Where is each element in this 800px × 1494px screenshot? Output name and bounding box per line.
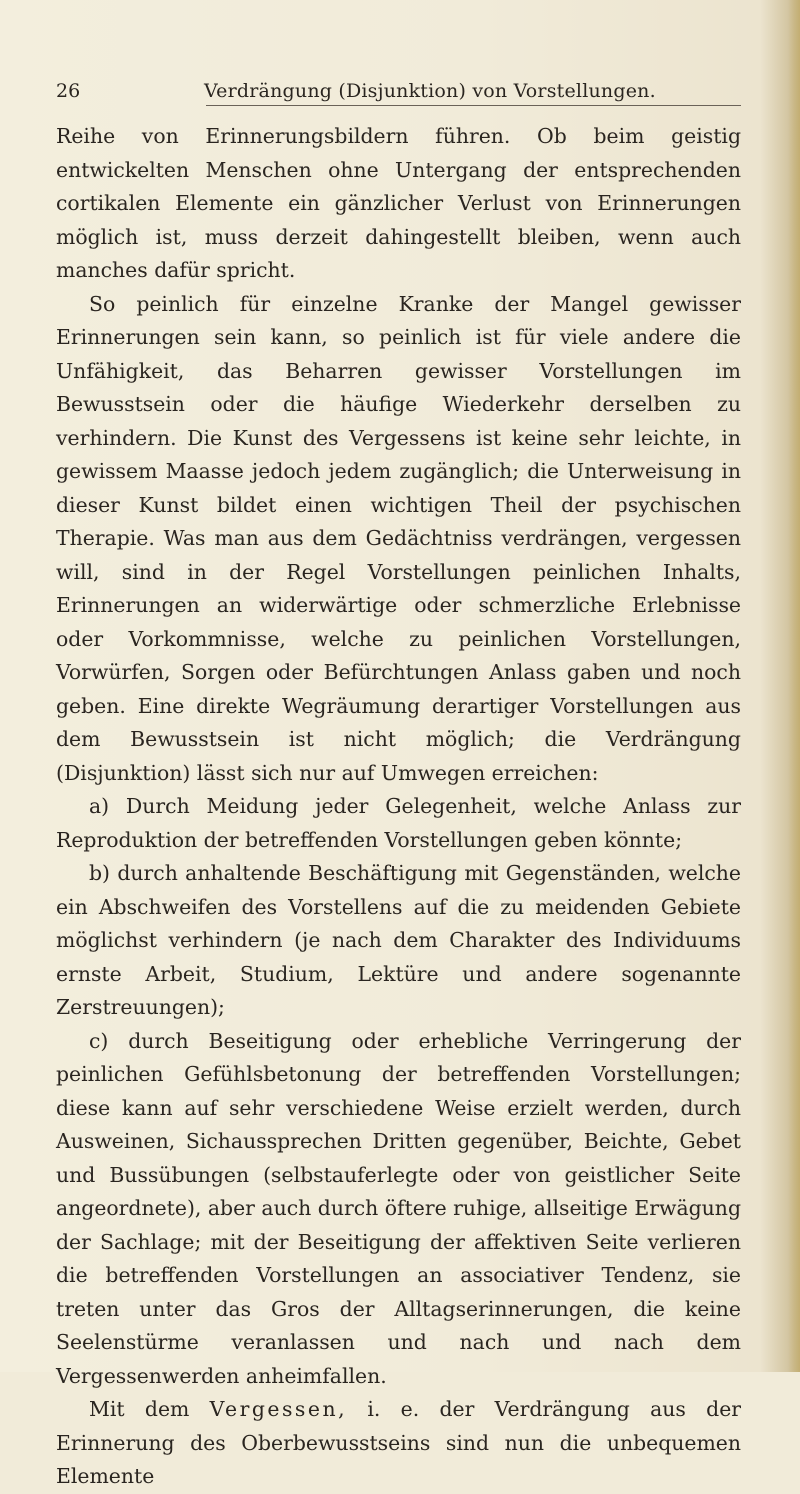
running-head: Verdrängung (Disjunktion) von Vorstellungen. (204, 80, 656, 102)
list-item-a: a) Durch Meidung jeder Gelegenheit, welche Anlass zur Reproduktion der betreffenden Vorstellungen geben könnte; (56, 794, 741, 852)
paragraph-final (56, 1393, 741, 1494)
list-item-c: c) durch Beseitigung oder erhebliche Verringerung der peinlichen Gefühlsbetonung der betreffenden Vorstellungen; diese kann auf sehr verschiedene Weise erzielt werden, durch Ausweinen, Sichaussprechen Dritten gegenüber, Beichte, Gebet und Bussübungen (selbstauferlegte oder von geistlicher Seite angeordnete), aber auch durch öftere ruhige, allseitige Erwägung der Sachlage; mit der Beseitigung der affektiven Seite verlieren die betreffenden Vorstellungen an associativer Tendenz, sie treten unter das Gros der Alltagserinnerungen, die keine Seelenstürme veranlassen und nach und nach dem Vergessenwerden anheimfallen. (56, 1028, 741, 1388)
page-edge-shading (788, 0, 800, 1372)
list-item-b: b) durch anhaltende Beschäftigung mit Gegenständen, welche ein Abschweifen des Vorstellens auf die zu meidenden Gebiete möglichst verhindern (je nach dem Charakter des Individuums ernste Arbeit, Studium, Lektüre und andere sogenannte Zerstreuungen); (56, 861, 741, 1019)
body-text (56, 120, 741, 1494)
emphasized-term: Vergessen, (209, 1397, 348, 1421)
final-prefix: Mit dem (89, 1397, 210, 1421)
paragraph-art-of-forgetting: So peinlich für einzelne Kranke der Mangel gewisser Erinnerungen sein kann, so peinlich ist für viele andere die Unfähigkeit, das Beharren gewisser Vorstellungen im Bewusstsein oder die häufige Wiederkehr derselben zu verhindern. Die Kunst des Vergessens ist keine sehr leichte, in gewissem Maasse jedoch jedem zugänglich; die Unterweisung in dieser Kunst bildet einen wichtigen Theil der psychischen Therapie. Was man aus dem Gedächtniss verdrängen, vergessen will, sind in der Regel Vorstellungen peinlichen Inhalts, Erinnerungen an widerwärtige oder schmerzliche Erlebnisse oder Vorkommnisse, welche zu peinlichen Vorstellungen, Vorwürfen, Sorgen oder Befürchtungen Anlass gaben und noch geben. Eine direkte Wegräumung derartiger Vorstellungen aus dem Bewusstsein ist nicht möglich; die Verdrängung (Disjunktion) lässt sich nur auf Umwegen erreichen: (56, 291, 741, 785)
final-rest: i. e. der Verdrängung aus der Erinnerung des Oberbewusstseins sind nun die unbequemen Elemente (56, 1397, 742, 1488)
header-rule (206, 105, 741, 106)
page-header (56, 80, 736, 106)
paragraph-continued: Reihe von Erinnerungsbildern führen. Ob beim geistig entwickelten Menschen ohne Untergang der entsprechenden cortikalen Elemente ein gänzlicher Verlust von Erinnerungen möglich ist, muss derzeit dahingestellt bleiben, wenn auch manches dafür spricht. (56, 124, 741, 282)
page-number: 26 (56, 80, 81, 102)
